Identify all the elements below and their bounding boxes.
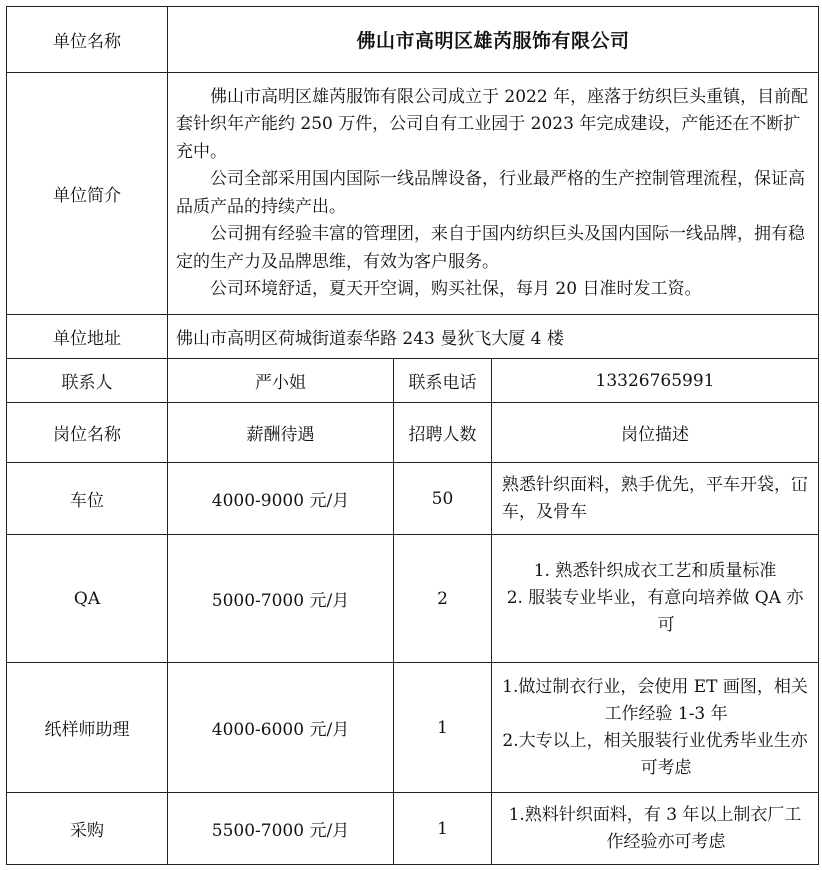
- job-row: [7, 463, 819, 535]
- contact-phone-label: 联系电话: [394, 359, 492, 403]
- job-description-line: 2.大专以上，相关服装行业优秀毕业生亦可考虑: [502, 730, 808, 778]
- company-intro-label: 单位简介: [7, 73, 168, 315]
- header-description: 岗位描述: [492, 403, 819, 463]
- company-intro: [168, 73, 819, 315]
- job-salary: 4000-6000 元/月: [168, 663, 394, 793]
- job-description-line: 1.熟料针织面料，有 3 年以上制衣厂工作经验亦可考虑: [508, 804, 802, 852]
- job-title: 采购: [7, 793, 168, 865]
- company-name-row: [7, 7, 819, 73]
- job-description-line: 2. 服装专业毕业，有意向培养做 QA 亦可: [506, 588, 804, 635]
- header-count: 招聘人数: [394, 403, 492, 463]
- contact-row: [7, 359, 819, 403]
- intro-paragraph: 佛山市高明区雄芮服饰有限公司成立于 2022 年，座落于纺织巨头重镇，目前配套针织年产能约 250 万件，公司自有工业园于 2023 年完成建设，产能还在不断扩充中。: [176, 86, 809, 162]
- intro-paragraph: 公司环境舒适，夏天开空调，购买社保，每月 20 日准时发工资。: [210, 279, 702, 299]
- intro-paragraph: 公司拥有经验丰富的管理团，来自于国内纺织巨头及国内国际一线品牌，拥有稳定的生产力及品牌思维，有效为客户服务。: [176, 224, 805, 272]
- recruitment-table: [6, 6, 819, 865]
- jobs-header-row: [7, 403, 819, 463]
- header-salary: 薪酬待遇: [168, 403, 394, 463]
- job-row: [7, 793, 819, 865]
- job-title: 纸样师助理: [7, 663, 168, 793]
- job-description: [492, 793, 819, 865]
- job-description-line: 1. 熟悉针织成衣工艺和质量标准: [533, 561, 777, 581]
- company-address-row: [7, 315, 819, 359]
- job-row: [7, 663, 819, 793]
- job-description-line: 1.做过制衣行业，会使用 ET 画图，相关工作经验 1-3 年: [502, 676, 808, 724]
- job-count: 1: [394, 663, 492, 793]
- job-count: 50: [394, 463, 492, 535]
- contact-phone: 13326765991: [492, 359, 819, 403]
- job-salary: 5500-7000 元/月: [168, 793, 394, 865]
- job-description-line: 熟悉针织面料，熟手优先，平车开袋，冚车，及骨车: [502, 474, 808, 522]
- company-name-label: 单位名称: [7, 7, 168, 73]
- company-address-label: 单位地址: [7, 315, 168, 359]
- job-description: [492, 463, 819, 535]
- intro-paragraph: 公司全部采用国内国际一线品牌设备，行业最严格的生产控制管理流程，保证高品质产品的持续产出。: [176, 169, 805, 217]
- job-title: 车位: [7, 463, 168, 535]
- company-intro-row: [7, 73, 819, 315]
- company-address: 佛山市高明区荷城街道泰华路 243 曼狄飞大厦 4 楼: [168, 315, 819, 359]
- job-row: [7, 535, 819, 663]
- contact-person-label: 联系人: [7, 359, 168, 403]
- job-salary: 4000-9000 元/月: [168, 463, 394, 535]
- job-salary: 5000-7000 元/月: [168, 535, 394, 663]
- job-description: [492, 535, 819, 663]
- job-description: [492, 663, 819, 793]
- job-title: QA: [7, 535, 168, 663]
- contact-person: 严小姐: [168, 359, 394, 403]
- job-count: 2: [394, 535, 492, 663]
- job-count: 1: [394, 793, 492, 865]
- company-name: 佛山市高明区雄芮服饰有限公司: [168, 7, 819, 73]
- header-job-title: 岗位名称: [7, 403, 168, 463]
